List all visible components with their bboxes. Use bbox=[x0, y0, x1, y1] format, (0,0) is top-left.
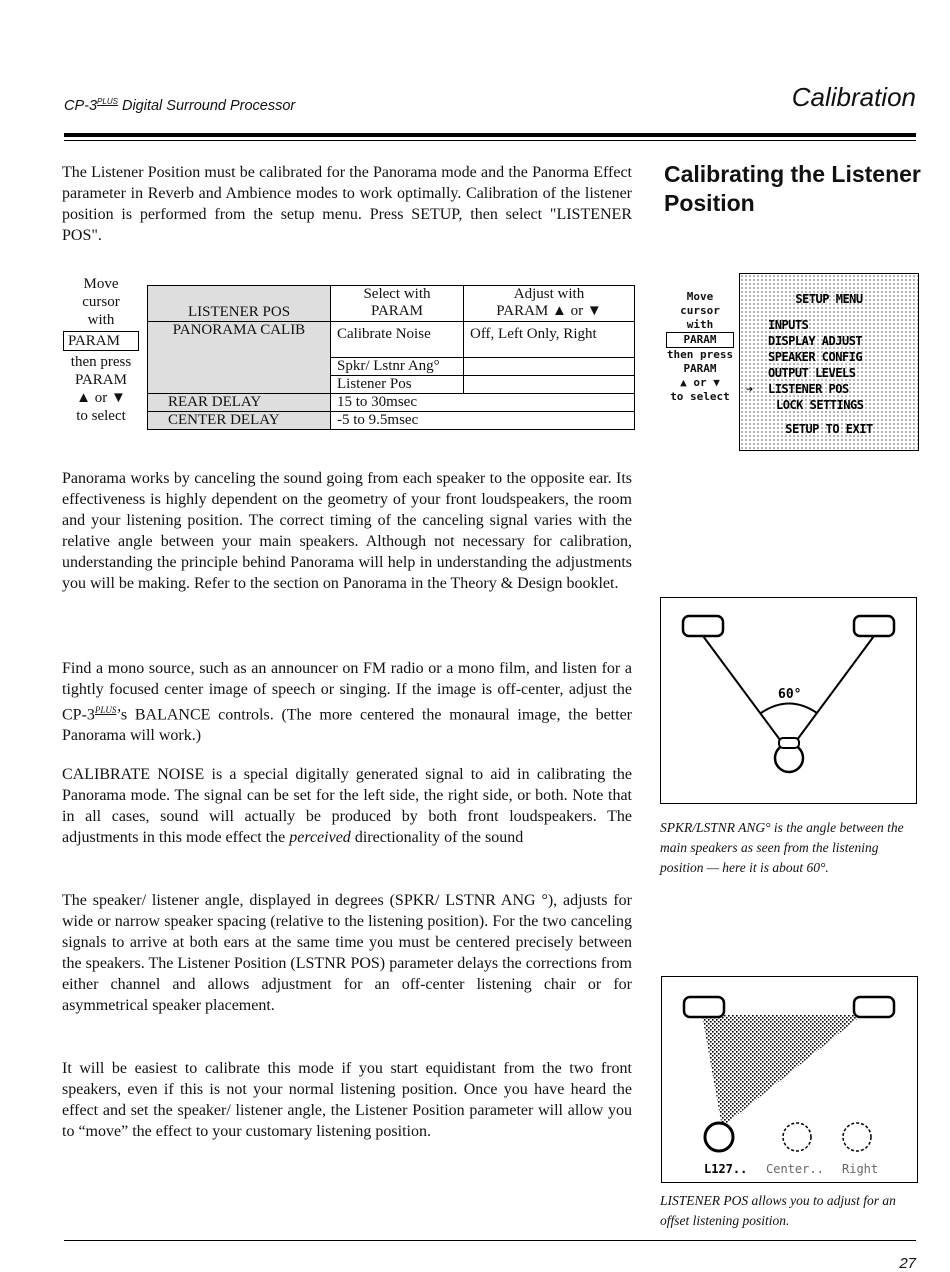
param-key-label: PARAM bbox=[63, 331, 139, 351]
speaker-angle-svg bbox=[661, 598, 916, 803]
footer-rule bbox=[64, 1240, 916, 1241]
lcd-menu-item: OUTPUT LEVELS bbox=[768, 366, 856, 380]
listener-pos-parameter-table bbox=[147, 285, 635, 430]
lcd-cursor-instructions bbox=[662, 290, 738, 404]
table-cell-select: Listener Pos bbox=[331, 376, 464, 394]
caption-term: SPKR/LSTNR ANG° bbox=[660, 820, 771, 835]
caption-text: is the angle between the main speakers as seen from the listening position — here it is about 60°. bbox=[660, 820, 904, 875]
plus-superscript: PLUS bbox=[94, 705, 117, 715]
position-label-center: Center.. bbox=[766, 1162, 824, 1176]
cursor-text: then press bbox=[70, 354, 132, 370]
table-cell-name: REAR DELAY bbox=[148, 394, 331, 412]
table-cell-select: 15 to 30msec bbox=[331, 394, 635, 412]
table-header-select bbox=[331, 286, 464, 322]
header-rule-thick bbox=[64, 133, 916, 137]
cursor-text: Move bbox=[83, 276, 119, 292]
table-cell-name: CENTER DELAY bbox=[148, 412, 331, 430]
lcd-menu-title: SETUP MENU bbox=[795, 292, 863, 306]
speaker-angle-diagram bbox=[660, 597, 917, 804]
emphasis-text: perceived bbox=[289, 829, 351, 846]
table-cell-name: LISTENER POS bbox=[148, 286, 331, 322]
speaker-angle-paragraph: The speaker/ listener angle, displayed in degrees (SPKR/ LSTNR ANG °), adjusts for wide or narrow speaker spacing (relative to the listening position). For the two canceling signals to arrive at both ears at the same time you must be centered precisely between the speakers. The Listener Position (LSTNR POS) parameter delays the corrections from either channel and allows adjustment for an off-center listening chair or for asymmetrical speaker placement. bbox=[62, 892, 632, 1014]
side-heading: Calibrating the Listener Position bbox=[664, 161, 921, 216]
right-speaker-icon bbox=[854, 997, 894, 1017]
lcd-menu-item: DISPLAY ADJUST bbox=[768, 334, 863, 348]
table-cell-select: Calibrate Noise bbox=[331, 322, 464, 358]
product-suffix: Digital Surround Processor bbox=[117, 97, 296, 114]
mono-source-paragraph bbox=[62, 658, 632, 746]
paragraph-text: Find a mono source, such as an announcer on FM radio or a mono film, and listen for a tightly focused center image of speech or singing. If the image is off-center, adjust the CP-3 bbox=[62, 660, 632, 724]
left-speaker-icon bbox=[683, 616, 723, 636]
page-number: 27 bbox=[899, 1255, 916, 1272]
cursor-text: PARAM bbox=[75, 372, 127, 388]
lcd-left-text: PARAM bbox=[683, 362, 717, 375]
caption-text: allows you to adjust for an offset listening position. bbox=[660, 1193, 896, 1228]
document-header bbox=[64, 97, 295, 114]
table-cell-select: -5 to 9.5msec bbox=[331, 412, 635, 430]
lcd-menu-item: LOCK SETTINGS bbox=[776, 398, 864, 412]
table-cell-adjust: Off, Left Only, Right bbox=[464, 322, 635, 358]
lcd-menu-item-selected: LISTENER POS bbox=[768, 382, 849, 396]
intro-paragraph: The Listener Position must be calibrated for the Panorama mode and the Panorma Effect parameter in Reverb and Ambience modes to work optimally. Calibration of the listener position is performed from the setup menu. Press SETUP, then select "LISTENER POS". bbox=[62, 164, 632, 244]
lcd-menu-footer: SETUP TO EXIT bbox=[785, 422, 873, 436]
listener-pos-caption bbox=[660, 1191, 920, 1231]
position-label-right: Right bbox=[842, 1162, 879, 1176]
header-text: Adjust with bbox=[513, 286, 585, 302]
left-sight-line bbox=[703, 636, 786, 748]
cursor-instructions bbox=[58, 275, 144, 425]
product-superscript: PLUS bbox=[97, 97, 118, 106]
header-rule-thin bbox=[64, 140, 916, 141]
table-cell-name: PANORAMA CALIB bbox=[148, 322, 331, 394]
listener-nose-icon bbox=[779, 738, 799, 748]
easiest-calibration-paragraph: It will be easiest to calibrate this mode if you start equidistant from the two front speakers, even if this is not your normal listening position. Once you have heard the effect and set the speaker/ listener angle, the Listener Position parameter will allow you to “move” the effect to your customary listening position. bbox=[62, 1060, 632, 1140]
lcd-left-text: then press bbox=[666, 348, 734, 361]
header-text: PARAM bbox=[371, 303, 423, 319]
table-cell-select: Spkr/ Lstnr Ang° bbox=[331, 358, 464, 376]
product-prefix: CP-3 bbox=[64, 97, 98, 114]
listener-position-svg bbox=[662, 977, 917, 1182]
section-title: Calibration bbox=[791, 82, 916, 112]
lcd-menu-item: INPUTS bbox=[768, 318, 809, 332]
calibrate-noise-paragraph bbox=[62, 764, 632, 848]
panorama-paragraph: Panorama works by canceling the sound going from each speaker to the opposite ear. Its effectiveness is highly dependent on the geometry of your front loudspeakers, the room and your listening position. The correct timing of the canceling signal varies with the relative angle between your main speakers. Although not necessary for calibration, understanding the principle behind Panorama will help in understanding the adjustments you will be making. Refer to the section on Panorama in the Theory & Design booklet. bbox=[62, 470, 632, 592]
listener-position-diagram bbox=[661, 976, 918, 1183]
paragraph-text: CALIBRATE NOISE is a special digitally generated signal to aid in calibrating the Panorama mode. The signal can be set for the left side, the right side, or both. Note that in all cases, sound will actually be produced by both front loudspeakers. The adjustments in this mode effect the bbox=[62, 766, 632, 846]
caption-term: LISTENER POS bbox=[660, 1193, 749, 1208]
listener-left-icon bbox=[705, 1123, 733, 1151]
header-text: Select with bbox=[363, 286, 431, 302]
lcd-selection-arrow-icon: ➔ bbox=[746, 382, 753, 396]
cursor-text: cursor bbox=[82, 294, 120, 310]
listener-right-icon bbox=[843, 1123, 871, 1151]
table-cell-adjust bbox=[464, 358, 635, 376]
cursor-text: to select bbox=[76, 408, 126, 424]
speaker-angle-caption bbox=[660, 818, 920, 878]
angle-arc bbox=[761, 704, 817, 714]
lcd-left-text: ▲ or ▼ bbox=[680, 376, 720, 389]
lcd-left-text: to select bbox=[670, 390, 730, 403]
left-speaker-icon bbox=[684, 997, 724, 1017]
lcd-left-text: with bbox=[686, 318, 714, 331]
table-header-adjust bbox=[464, 286, 635, 322]
lcd-left-text: cursor bbox=[680, 304, 720, 317]
header-text: PARAM ▲ or ▼ bbox=[496, 303, 602, 319]
position-label-left: L127.. bbox=[704, 1162, 748, 1176]
lcd-param-box: PARAM bbox=[666, 332, 734, 348]
sound-field-area bbox=[702, 1015, 862, 1127]
angle-label: 60° bbox=[778, 687, 802, 702]
listener-center-icon bbox=[783, 1123, 811, 1151]
right-speaker-icon bbox=[854, 616, 894, 636]
table-cell-adjust bbox=[464, 376, 635, 394]
paragraph-text: directionality of the sound bbox=[350, 829, 524, 846]
cursor-text: with bbox=[87, 312, 115, 328]
arrow-keys-label: ▲ or ▼ bbox=[76, 390, 126, 406]
right-sight-line bbox=[791, 636, 874, 748]
lcd-left-text: Move bbox=[686, 290, 714, 303]
lcd-menu-item: SPEAKER CONFIG bbox=[768, 350, 863, 364]
setup-menu-lcd bbox=[739, 273, 919, 451]
paragraph-text: ’s BALANCE controls. (The more centered the monaural image, the better Panorama will work.) bbox=[62, 706, 632, 745]
